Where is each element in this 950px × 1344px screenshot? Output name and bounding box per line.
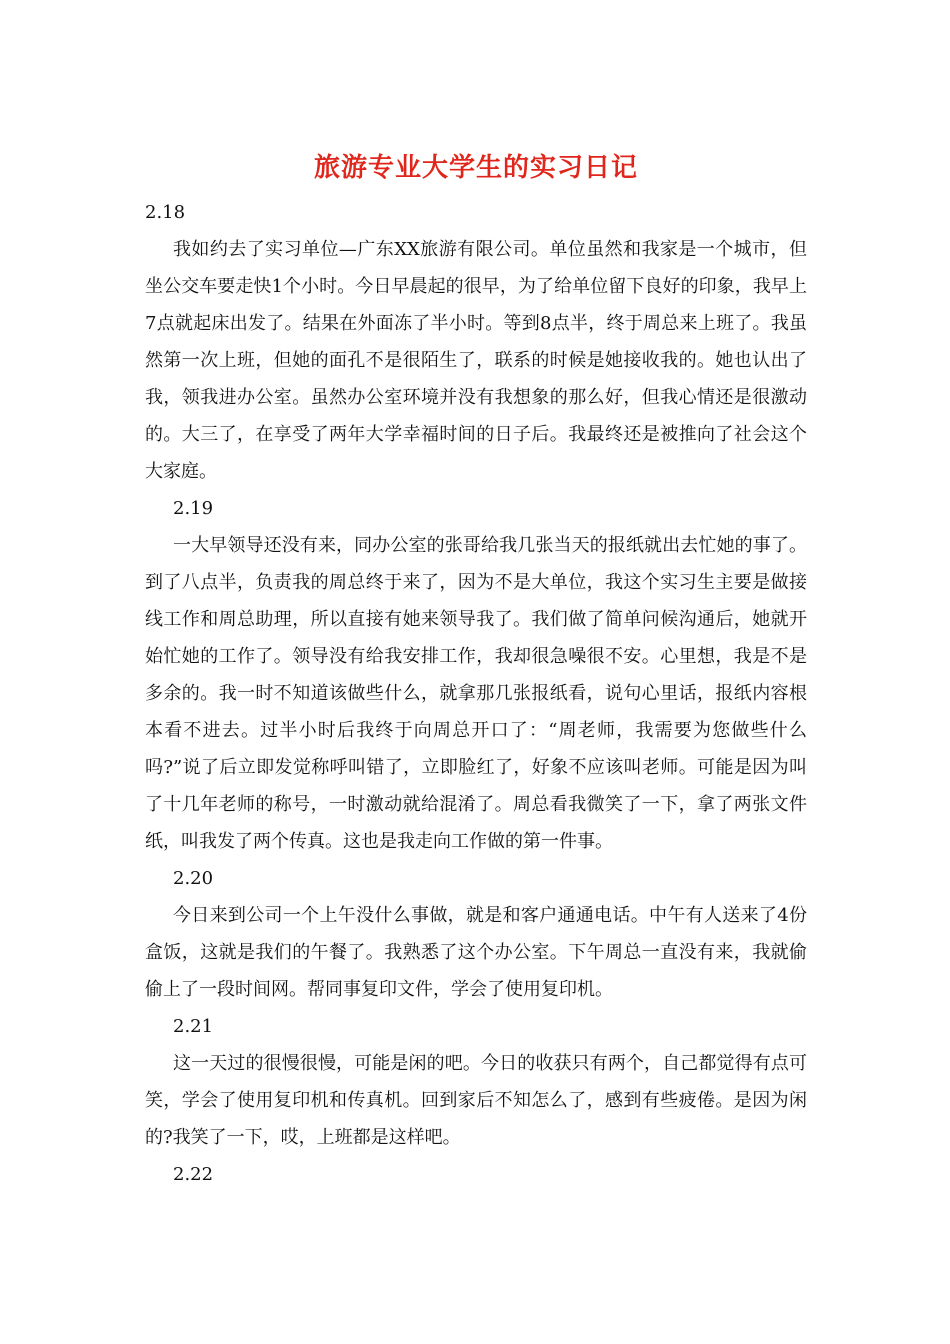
entry-date: 2.21 — [173, 1016, 214, 1037]
diary-entry-0220 — [145, 860, 807, 1008]
entry-text: 一大早领导还没有来，同办公室的张哥给我几张当天的报纸就出去忙她的事了。到了八点半，负责我的周总终于来了，因为不是大单位，我这个实习生主要是做接线工作和周总助理，所以直接有她来领导我了。我们做了简单问候沟通后，她就开始忙她的工作了。领导没有给我安排工作，我却很急噪很不安。心里想，我是不是多余的。我一时不知道该做些什么，就拿那几张报纸看，说句心里话，报纸内容根本看不进去。过半小时后我终于向周总开口了：“周老师，我需要为您做些什么吗?”说了后立即发觉称呼叫错了，立即脸红了，好象不应该叫老师。可能是因为叫了十几年老师的称号，一时激动就给混淆了。周总看我微笑了一下，拿了两张文件纸，叫我发了两个传真。这也是我走向工作做的第一件事。 — [145, 535, 807, 852]
entry-date: 2.18 — [145, 202, 186, 223]
entry-text: 我如约去了实习单位—广东XX旅游有限公司。单位虽然和我家是一个城市，但坐公交车要走快1个小时。今日早晨起的很早，为了给单位留下良好的印象，我早上7点就起床出发了。结果在外面冻了半小时。等到8点半，终于周总来上班了。我虽然第一次上班，但她的面孔不是很陌生了，联系的时候是她接收我的。她也认出了我，领我进办公室。虽然办公室环境并没有我想象的那么好，但我心情还是很激动的。大三了，在享受了两年大学幸福时间的日子后。我最终还是被推向了社会这个大家庭。 — [145, 239, 807, 482]
entry-date: 2.22 — [173, 1164, 214, 1185]
document-page — [145, 148, 807, 1193]
entry-text: 今日来到公司一个上午没什么事做，就是和客户通通电话。中午有人送来了4份盒饭，这就是我们的午餐了。我熟悉了这个办公室。下午周总一直没有来，我就偷偷上了一段时间网。帮同事复印文件，学会了使用复印机。 — [145, 905, 807, 1000]
entry-text: 这一天过的很慢很慢，可能是闲的吧。今日的收获只有两个，自己都觉得有点可笑，学会了使用复印机和传真机。回到家后不知怎么了，感到有些疲倦。是因为闲的?我笑了一下，哎，上班都是这样吧。 — [145, 1053, 807, 1148]
diary-entry-0222 — [145, 1156, 807, 1193]
document-title: 旅游专业大学生的实习日记 — [313, 153, 638, 183]
entry-date: 2.19 — [173, 498, 214, 519]
diary-entry-0221 — [145, 1008, 807, 1156]
entry-date: 2.20 — [173, 868, 214, 889]
diary-entry-0218 — [145, 194, 807, 490]
diary-entry-0219 — [145, 490, 807, 860]
